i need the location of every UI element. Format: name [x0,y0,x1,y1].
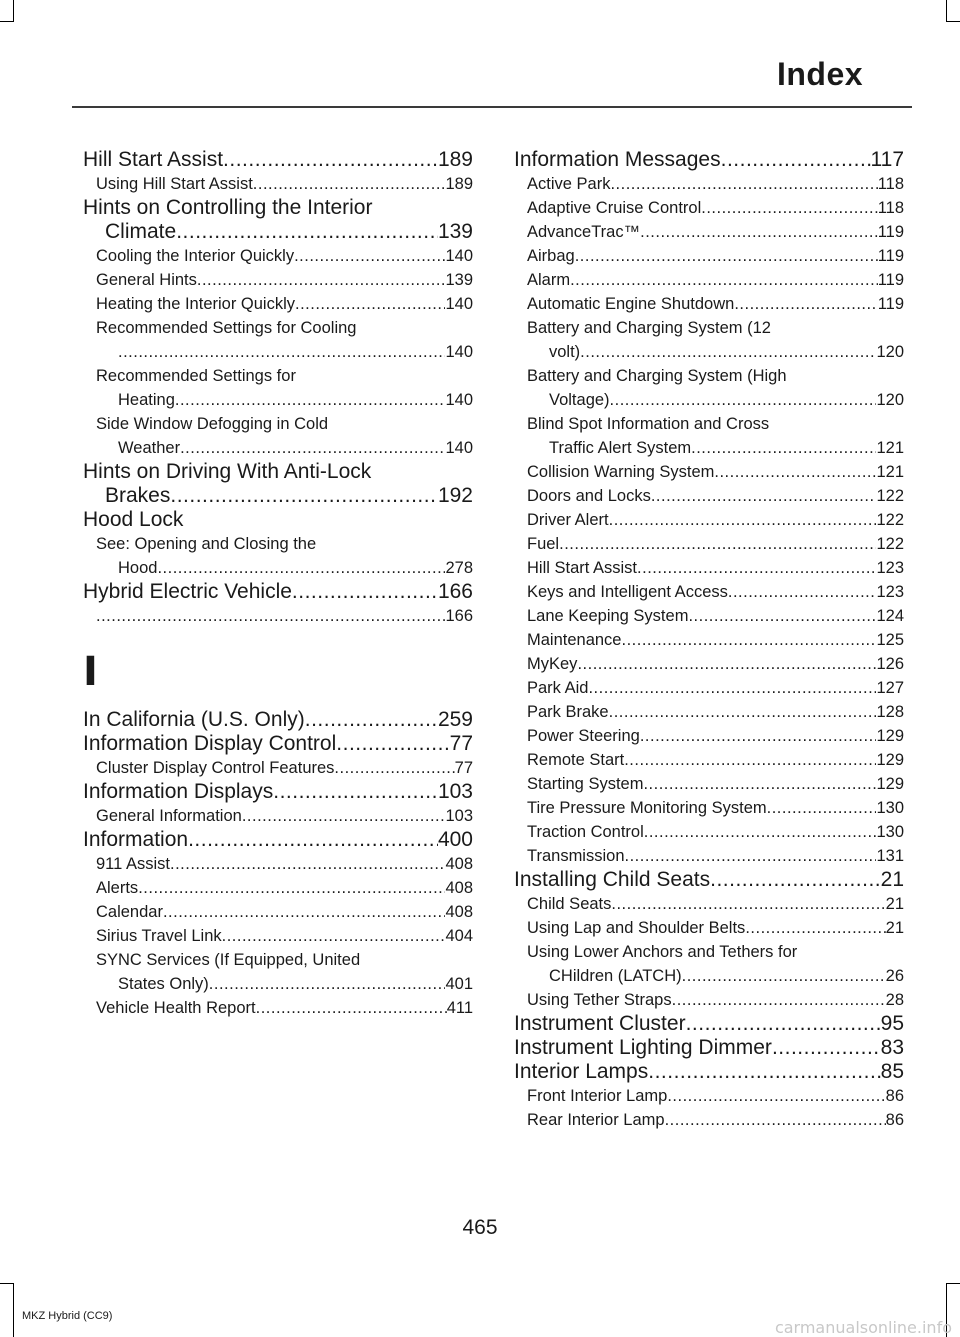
entry-page-number: 119 [877,223,904,241]
index-subentry[interactable] [514,436,904,460]
entry-page-number: 120 [876,343,904,361]
entry-text: Active Park [527,175,611,193]
entry-page-number: 408 [445,903,473,921]
index-entry[interactable] [514,148,904,172]
dot-leader [256,996,447,1020]
entry-page-number: 123 [876,559,904,577]
index-subentry[interactable] [83,556,473,580]
index-subentry[interactable] [83,436,473,460]
entry-text: Information [83,828,189,851]
entry-page-number: 21 [885,919,904,937]
entry-page-number: 86 [885,1111,904,1129]
dot-leader [138,876,445,900]
entry-text: Fuel [527,535,560,553]
index-subentry[interactable] [514,532,904,556]
dot-leader [188,828,438,852]
entry-text: Transmission [527,847,625,865]
entry-text: Collision Warning System [527,463,715,481]
index-subentry[interactable] [514,580,904,604]
entry-page-number: 119 [877,247,904,265]
dot-leader [180,436,445,460]
dot-leader [295,292,445,316]
index-subentry[interactable] [514,820,904,844]
entry-page-number: 140 [445,343,473,361]
entry-text: Battery and Charging System (12 [527,319,771,337]
watermark: carmanualsonline.info [774,1318,952,1337]
entry-text: Front Interior Lamp [527,1087,668,1105]
entry-page-number: 120 [876,391,904,409]
page-title-text: Index [776,56,864,92]
dot-leader [575,244,878,268]
index-subentry[interactable] [514,556,904,580]
entry-text: Airbag [527,247,575,265]
index-subentry [83,316,473,340]
dot-leader [170,484,438,508]
entry-text: Alerts [96,879,139,897]
dot-leader [691,436,876,460]
dot-leader [222,924,446,948]
dot-leader [672,988,886,1012]
entry-text: Battery and Charging System (High [527,367,787,385]
entry-text: See: Opening and Closing the [96,535,317,553]
entry-page-number: 166 [445,607,473,625]
dot-leader [610,388,877,412]
index-subentry[interactable] [83,996,473,1020]
entry-text: Information Messages [514,148,721,171]
dot-leader [588,676,876,700]
dot-leader [644,820,877,844]
dot-leader [118,340,445,364]
entry-text: Child Seats [527,895,612,913]
entry-page-number: 401 [445,975,473,993]
entry-text: Side Window Defogging in Cold [96,415,329,433]
index-subentry[interactable] [83,924,473,948]
entry-text: Alarm [527,271,571,289]
page-number: 465 [462,1216,498,1239]
index-subentry[interactable] [514,292,904,316]
entry-page-number: 121 [876,439,904,457]
entry-page-number: 28 [885,991,904,1009]
entry-page-number: 189 [437,148,473,171]
entry-page-number: 129 [876,751,904,769]
index-column-right [514,148,904,1132]
index-column-left [83,148,473,1020]
index-subentry[interactable] [514,244,904,268]
entry-text: Interior Lamps [514,1060,649,1083]
dot-leader [734,292,877,316]
entry-page-number: 130 [876,799,904,817]
dot-leader [223,148,438,172]
entry-text: Voltage) [549,391,610,409]
entry-text: In California (U.S. Only) [83,708,305,731]
index-subentry[interactable] [83,972,473,996]
dot-leader [682,964,886,988]
entry-text: Information Display Control [83,732,337,755]
crop-mark-top-right-v [946,0,947,22]
entry-page-number: 122 [876,487,904,505]
entry-text: Brakes [105,484,171,507]
index-entry[interactable] [83,732,473,756]
index-subentry[interactable] [514,772,904,796]
dot-leader [292,580,438,604]
index-subentry[interactable] [514,460,904,484]
dot-leader [648,1060,880,1084]
dot-leader [621,628,876,652]
entry-text: Using Lap and Shoulder Belts [527,919,746,937]
entry-page-number: 117 [870,148,904,171]
dot-leader [175,388,446,412]
entry-page-number: 85 [880,1060,904,1083]
entry-page-number: 119 [877,295,904,313]
entry-page-number: 404 [445,927,473,945]
entry-page-number: 21 [885,895,904,913]
dot-leader [701,196,877,220]
entry-text: Blind Spot Information and Cross [527,415,770,433]
entry-text: Driver Alert [527,511,609,529]
index-subentry[interactable] [514,652,904,676]
entry-text: Information Displays [83,780,274,803]
entry-page-number: 129 [876,727,904,745]
index-subentry[interactable] [83,756,473,780]
dot-leader [667,1084,885,1108]
index-subentry[interactable] [514,748,904,772]
entry-page-number: 26 [885,967,904,985]
dot-leader [665,1108,886,1132]
index-subentry [514,412,904,436]
index-subentry[interactable] [514,796,904,820]
dot-leader [334,756,454,780]
entry-page-number: 122 [876,511,904,529]
dot-leader [651,484,877,508]
dot-leader [176,220,438,244]
entry-text: Hints on Driving With Anti-Lock [83,460,372,483]
entry-text: Instrument Lighting Dimmer [514,1036,772,1059]
index-subentry[interactable] [514,892,904,916]
dot-leader [625,844,877,868]
entry-text: Adaptive Cruise Control [527,199,702,217]
dot-leader [611,892,885,916]
entry-text: Sirius Travel Link [96,927,222,945]
dot-leader [336,732,449,756]
index-subentry [83,532,473,556]
index-subentry [83,412,473,436]
dot-leader [643,772,876,796]
entry-page-number: 408 [445,879,473,897]
entry-page-number: 122 [876,535,904,553]
dot-leader [772,1036,881,1060]
entry-page-number: 118 [877,199,904,217]
entry-text: MyKey [527,655,578,673]
dot-leader [714,460,876,484]
entry-page-number: 140 [445,391,473,409]
footer-model-label: MKZ Hybrid (CC9) [22,1310,113,1322]
entry-page-number: 77 [454,759,473,777]
entry-text: Remote Start [527,751,625,769]
entry-text: Doors and Locks [527,487,651,505]
entry-page-number: 121 [876,463,904,481]
dot-leader [767,796,877,820]
index-subentry[interactable] [514,700,904,724]
dot-leader [745,916,885,940]
index-subentry[interactable] [514,604,904,628]
entry-text: Park Brake [527,703,609,721]
dot-leader [686,1012,881,1036]
dot-leader [294,244,445,268]
entry-text: Using Tether Straps [527,991,672,1009]
index-subentry[interactable] [83,340,473,364]
index-subentry[interactable] [514,508,904,532]
entry-text: Vehicle Health Report [96,999,256,1017]
index-subentry[interactable] [83,172,473,196]
index-entry [83,460,473,484]
crop-mark-bottom-right-h [946,1283,960,1284]
entry-text: States Only) [118,975,209,993]
index-subentry[interactable] [514,220,904,244]
index-subentry[interactable] [83,268,473,292]
index-subentry[interactable] [83,292,473,316]
index-entry[interactable] [83,484,473,508]
index-subentry[interactable] [514,676,904,700]
entry-text: Tire Pressure Monitoring System [527,799,767,817]
entry-page-number: 129 [876,775,904,793]
index-subentry[interactable] [514,388,904,412]
index-subentry[interactable] [514,172,904,196]
crop-mark-bottom-left-v [13,1283,14,1337]
entry-page-number: 125 [876,631,904,649]
dot-leader [253,172,446,196]
dot-leader [609,700,877,724]
index-subentry[interactable] [514,1108,904,1132]
entry-page-number: 139 [437,220,473,243]
entry-page-number: 103 [437,780,473,803]
entry-page-number: 83 [880,1036,904,1059]
index-subentry[interactable] [514,628,904,652]
index-subentry [514,940,904,964]
dot-leader [609,508,877,532]
entry-text: Power Steering [527,727,640,745]
entry-page-number: 130 [876,823,904,841]
index-entry[interactable] [83,220,473,244]
index-subentry [83,948,473,972]
index-subentry [514,316,904,340]
entry-page-number: 21 [880,868,904,891]
index-subentry[interactable] [83,804,473,828]
index-subentry[interactable] [514,484,904,508]
entry-text: Lane Keeping System [527,607,689,625]
entry-text: Cluster Display Control Features [96,759,335,777]
index-entry[interactable] [514,1012,904,1036]
entry-text: Hybrid Electric Vehicle [83,580,292,603]
entry-text: Hill Start Assist [83,148,224,171]
dot-leader [209,972,446,996]
index-subentry[interactable] [83,876,473,900]
entry-text: 911 Assist [96,855,170,873]
index-entry [83,508,473,532]
index-entry[interactable] [83,580,473,604]
dot-leader [580,340,876,364]
crop-mark-bottom-left-h [0,1283,14,1284]
entry-text: Recommended Settings for Cooling [96,319,357,337]
dot-leader [273,780,438,804]
entry-page-number: 278 [445,559,473,577]
entry-text: Using Hill Start Assist [96,175,253,193]
crop-mark-top-right-h [946,21,960,22]
entry-text: Using Lower Anchors and Tethers for [527,943,798,961]
dot-leader [637,556,876,580]
entry-text: Maintenance [527,631,622,649]
index-entry [83,196,473,220]
dot-leader [157,556,445,580]
entry-text: Heating [118,391,175,409]
dot-leader [305,708,438,732]
entry-text: Traffic Alert System [549,439,692,457]
entry-text: CHildren (LATCH) [549,967,682,985]
entry-text: Instrument Cluster [514,1012,686,1035]
entry-page-number: 140 [445,247,473,265]
entry-page-number: 140 [445,295,473,313]
entry-text: SYNC Services (If Equipped, United [96,951,361,969]
entry-text: Traction Control [527,823,644,841]
entry-page-number: 118 [877,175,904,193]
entry-page-number: 95 [880,1012,904,1035]
entry-text: Recommended Settings for [96,367,296,385]
entry-text: Weather [118,439,181,457]
index-subentry[interactable] [514,268,904,292]
index-entry[interactable] [514,868,904,892]
entry-page-number: 123 [876,583,904,601]
index-subentry[interactable] [514,988,904,1012]
dot-leader [559,532,876,556]
entry-text: Climate [105,220,177,243]
entry-text: General Information [96,807,242,825]
entry-text: AdvanceTrac™ [527,223,641,241]
entry-text: Hood [118,559,158,577]
index-entry[interactable] [83,828,473,852]
entry-page-number: 124 [876,607,904,625]
index-entry[interactable] [83,708,473,732]
entry-page-number: 86 [885,1087,904,1105]
index-subentry[interactable] [514,964,904,988]
dot-leader [640,724,877,748]
entry-text: Calendar [96,903,163,921]
entry-text: Hints on Controlling the Interior [83,196,373,219]
entry-page-number: 131 [876,847,904,865]
section-letter: I [83,649,98,695]
entry-text: Starting System [527,775,644,793]
entry-page-number: 189 [445,175,473,193]
entry-page-number: 400 [437,828,473,851]
dot-leader [710,868,881,892]
index-subentry[interactable] [83,900,473,924]
entry-page-number: 127 [876,679,904,697]
dot-leader [688,604,876,628]
index-subentry [514,364,904,388]
dot-leader [570,268,878,292]
entry-page-number: 411 [446,999,473,1017]
index-subentry[interactable] [514,340,904,364]
entry-text: Automatic Engine Shutdown [527,295,735,313]
dot-leader [577,652,876,676]
entry-page-number: 259 [437,708,473,731]
entry-page-number: 103 [445,807,473,825]
entry-page-number: 408 [445,855,473,873]
crop-mark-top-left-h [0,21,14,22]
entry-text: Keys and Intelligent Access [527,583,728,601]
entry-page-number: 119 [877,271,904,289]
index-subentry[interactable] [514,724,904,748]
entry-text: Hood Lock [83,508,184,531]
entry-page-number: 140 [445,439,473,457]
dot-leader [610,172,877,196]
entry-text: Hill Start Assist [527,559,638,577]
entry-page-number: 77 [449,732,473,755]
index-subentry[interactable] [83,388,473,412]
index-subentry[interactable] [514,916,904,940]
dot-leader [640,220,878,244]
dot-leader [163,900,446,924]
entry-text: Cooling the Interior Quickly [96,247,295,265]
dot-leader [721,148,871,172]
index-entry[interactable] [83,780,473,804]
entry-text: volt) [549,343,581,361]
index-subentry[interactable] [83,604,473,628]
dot-leader [197,268,446,292]
entry-text: Park Aid [527,679,589,697]
entry-page-number: 126 [876,655,904,673]
entry-page-number: 128 [876,703,904,721]
dot-leader [728,580,877,604]
header-rule [72,106,912,108]
entry-text: General Hints [96,271,197,289]
index-entry[interactable] [514,1036,904,1060]
entry-page-number: 166 [437,580,473,603]
entry-page-number: 192 [437,484,473,507]
dot-leader [242,804,446,828]
crop-mark-top-left-v [13,0,14,22]
index-entry[interactable] [83,148,473,172]
entry-text: Rear Interior Lamp [527,1111,665,1129]
dot-leader [624,748,876,772]
dot-leader [96,604,445,628]
index-subentry [83,364,473,388]
entry-page-number: 139 [445,271,473,289]
entry-text: Installing Child Seats [514,868,711,891]
index-subentry[interactable] [83,244,473,268]
entry-text: Heating the Interior Quickly [96,295,296,313]
index-entry[interactable] [514,1060,904,1084]
index-subentry[interactable] [514,844,904,868]
index-subentry[interactable] [514,1084,904,1108]
page-title [0,56,910,93]
index-subentry[interactable] [83,852,473,876]
index-subentry[interactable] [514,196,904,220]
dot-leader [170,852,445,876]
